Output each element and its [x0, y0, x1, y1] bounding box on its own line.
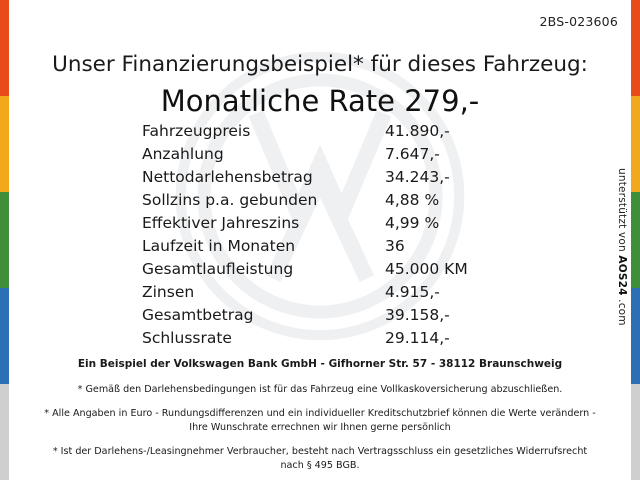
table-row: [142, 329, 522, 352]
stripe-segment-blue: [0, 288, 9, 384]
row-label: Gesamtbetrag: [142, 306, 254, 324]
stripe-segment-green-right: [631, 192, 640, 288]
row-value: 45.000 KM: [385, 260, 468, 278]
row-label: Nettodarlehensbetrag: [142, 168, 313, 186]
stripe-segment-green: [0, 192, 9, 288]
row-value: 36: [385, 237, 405, 255]
row-label: Sollzins p.a. gebunden: [142, 191, 318, 209]
row-label: Gesamtlaufleistung: [142, 260, 294, 278]
footnote-item: * Ist der Darlehens-/Leasingnehmer Verbraucher, besteht nach Vertragsschluss ein gesetzliches Widerrufsrecht nach § 495 BGB.: [52, 445, 588, 471]
table-row: [142, 283, 522, 306]
sponsor-suffix: .com: [616, 299, 628, 326]
row-value: 41.890,-: [385, 122, 450, 140]
right-color-stripe: [631, 0, 640, 480]
stripe-segment-yellow-right: [631, 96, 640, 192]
row-value: 4,88 %: [385, 191, 440, 209]
table-row: [142, 237, 522, 260]
table-row: [142, 306, 522, 329]
table-row: [142, 122, 522, 145]
footnotes: [0, 383, 640, 474]
table-row: [142, 145, 522, 168]
stripe-segment-orange: [0, 0, 9, 96]
row-value: 39.158,-: [385, 306, 450, 324]
finance-details-table: [142, 122, 522, 352]
row-value: 34.243,-: [385, 168, 450, 186]
document-id: 2BS-023606: [539, 14, 618, 29]
table-row: [142, 260, 522, 283]
row-label: Fahrzeugpreis: [142, 122, 251, 140]
row-value: 4.915,-: [385, 283, 440, 301]
table-row: [142, 214, 522, 237]
row-value: 29.114,-: [385, 329, 450, 347]
sponsor-vertical-text: [616, 168, 628, 326]
footnote-item: * Alle Angaben in Euro - Rundungsdifferenzen und ein individueller Kreditschutzbrief können die Werte verändern - Ihre Wunschrate errechnen wir Ihnen gerne persönlich: [44, 407, 596, 433]
monthly-rate-title: Monatliche Rate 279,-: [160, 84, 480, 118]
table-row: [142, 168, 522, 191]
page-title: Unser Finanzierungsbeispiel* für dieses Fahrzeug:: [52, 52, 588, 77]
stripe-segment-orange-right: [631, 0, 640, 96]
stripe-segment-grey-right: [631, 384, 640, 480]
row-value: 7.647,-: [385, 145, 440, 163]
stripe-segment-grey: [0, 384, 9, 480]
row-label: Schlussrate: [142, 329, 232, 347]
row-label: Zinsen: [142, 283, 195, 301]
row-value: 4,99 %: [385, 214, 440, 232]
row-label: Effektiver Jahreszins: [142, 214, 300, 232]
row-label: Laufzeit in Monaten: [142, 237, 296, 255]
stripe-segment-blue-right: [631, 288, 640, 384]
sponsor-prefix: unterstützt von: [616, 168, 628, 252]
footnote-item: * Gemäß den Darlehensbedingungen ist für das Fahrzeug eine Vollkaskoversicherung abzuschließen.: [77, 384, 563, 395]
sponsor-brand: AOS24: [616, 255, 628, 296]
stripe-segment-yellow: [0, 96, 9, 192]
left-color-stripe: [0, 0, 9, 480]
row-label: Anzahlung: [142, 145, 224, 163]
bank-information-line: Ein Beispiel der Volkswagen Bank GmbH - Gifhorner Str. 57 - 38112 Braunschweig: [77, 358, 563, 370]
table-row: [142, 191, 522, 214]
